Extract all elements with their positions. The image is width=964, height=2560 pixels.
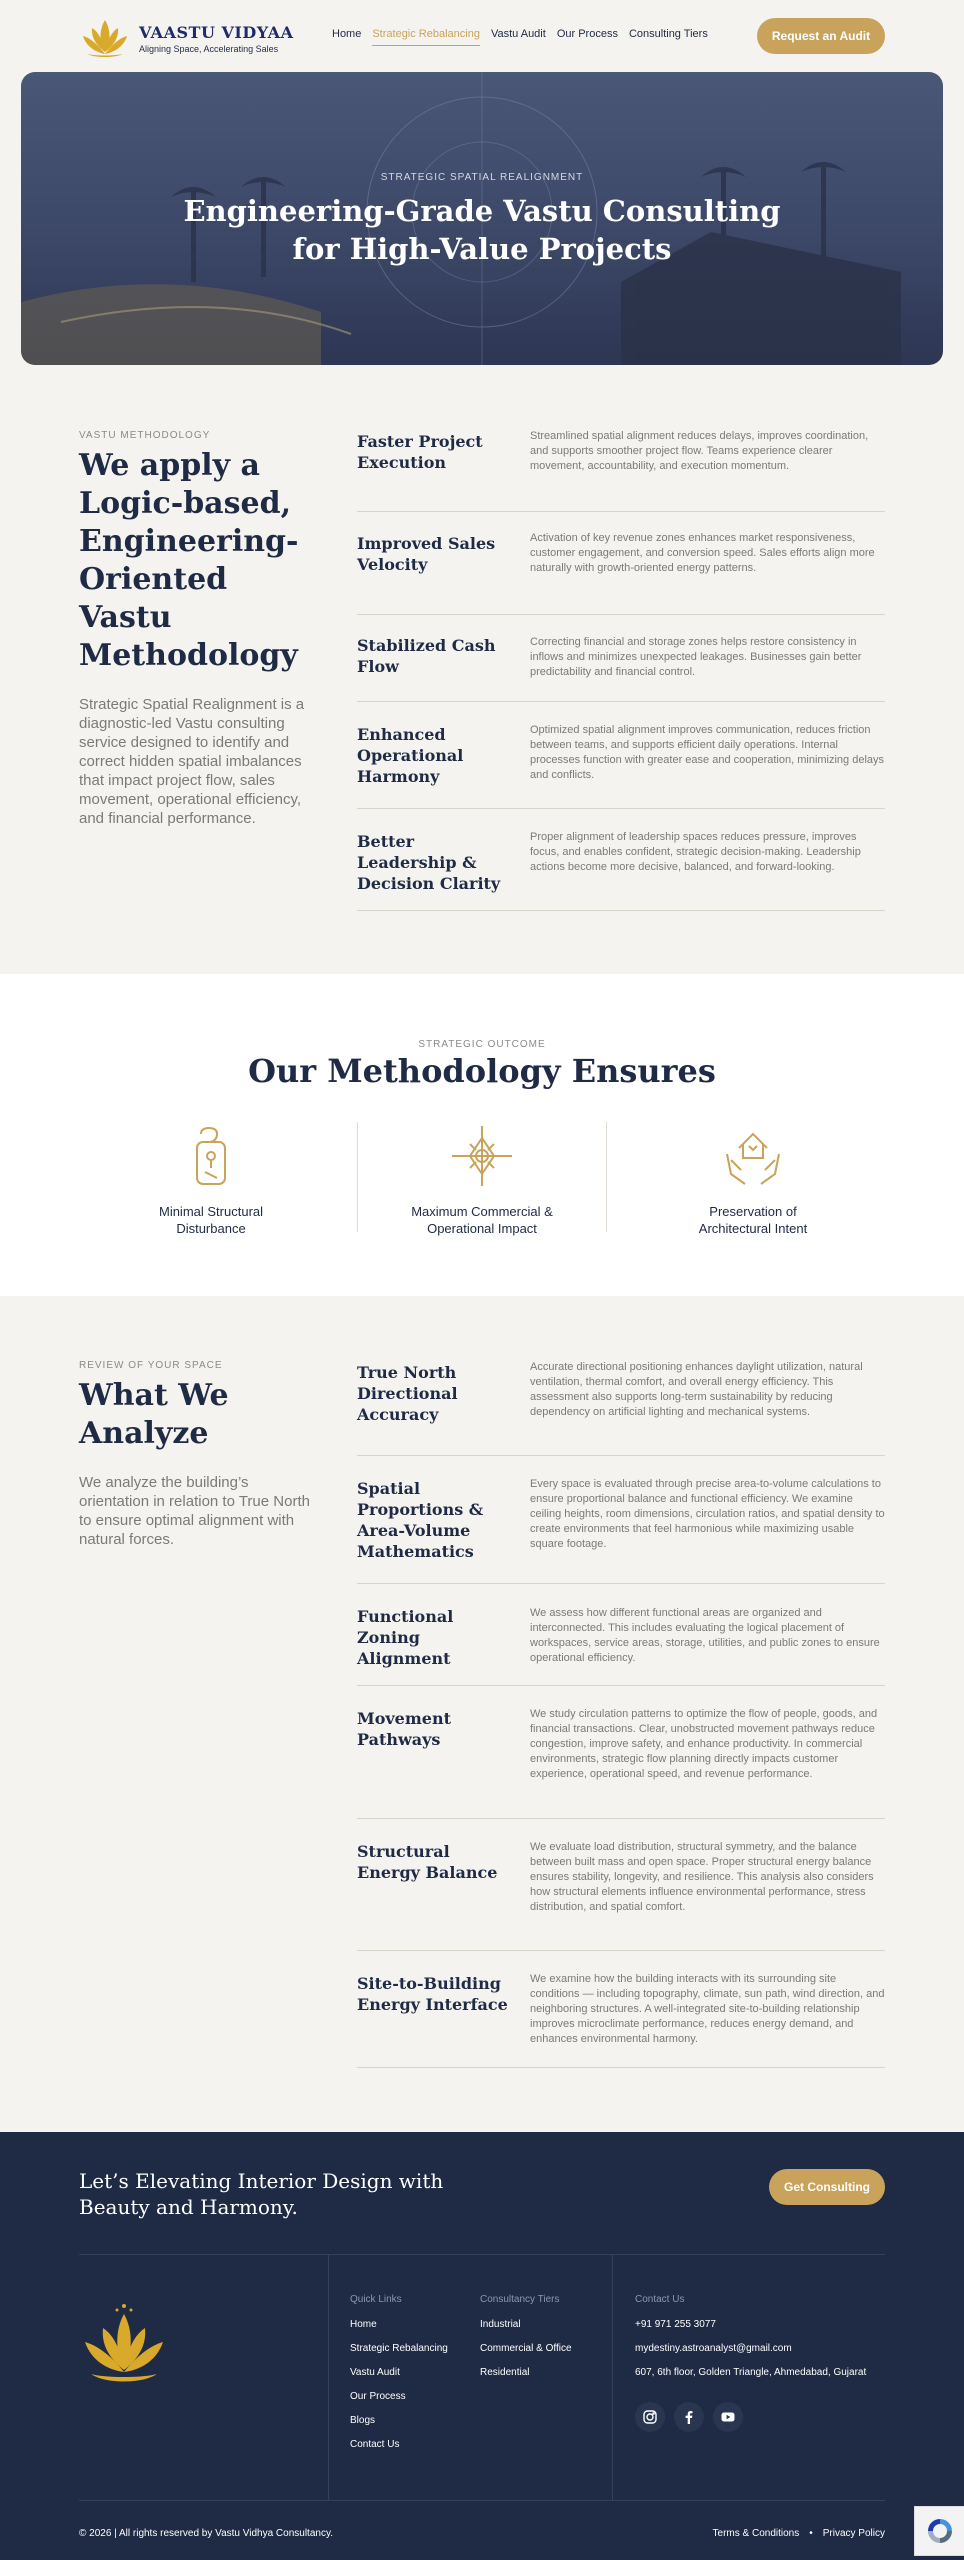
footer-lotus-logo-icon [79, 2300, 169, 2390]
analyze-description: Every space is evaluated through precise area-to-volume calculations to ensure proportional balance and functional efficiency. We examine ceiling heights, room dimensions, circulation ratios, and spatial density to create environments that feel harmonious while maximizing usable square footage. [530, 1478, 885, 1550]
terms-link[interactable]: Terms & Conditions [712, 2528, 800, 2539]
footer-headline-line2: Beauty and Harmony. [79, 2195, 298, 2219]
nav-vastu-audit[interactable]: Vastu Audit [490, 28, 546, 40]
list-item [357, 1819, 885, 1951]
nav-consulting-tiers[interactable]: Consulting Tiers [628, 28, 708, 40]
analyze-intro [79, 1360, 319, 1549]
divider [79, 2254, 885, 2255]
outcome-card [362, 1124, 602, 1237]
analyze-heading: What We Analyze [79, 1378, 229, 1451]
compass-icon [450, 1124, 514, 1188]
analyze-description: Accurate directional positioning enhances daylight utilization, natural ventilation, thermal comfort, and overall energy efficiency. This assessment also supports long-term sustainability by reducing dependency on artificial lighting and mechanical systems. [530, 1361, 863, 1418]
outcome-label-line1: Minimal Structural [158, 1204, 264, 1219]
instagram-icon[interactable] [635, 2402, 665, 2432]
brand-tagline: Aligning Space, Accelerating Sales [139, 43, 279, 54]
contact-phone[interactable]: +91 971 255 3077 [635, 2319, 716, 2330]
lotus-logo-icon [79, 16, 131, 60]
footer-link-industrial[interactable]: Industrial [480, 2319, 521, 2330]
list-item [357, 702, 885, 809]
outcome-label-line1: Preservation of [709, 1204, 797, 1219]
hero-title-line2: for High-Value Projects [292, 232, 672, 266]
benefit-description: Correcting financial and storage zones helps restore consistency in inflows and minimizes unexpected leakages. Businesses gain better predictability and financial control. [530, 636, 862, 678]
outcome-card [633, 1124, 873, 1237]
list-item [357, 1350, 885, 1456]
footer-link-vastu-audit[interactable]: Vastu Audit [350, 2367, 400, 2378]
social-links [635, 2402, 743, 2432]
methodology-heading: We apply a Logic-based, Engineering-Oriented Vastu Methodology [79, 448, 299, 673]
quick-links-column [350, 2294, 448, 2463]
analyze-title: Structural Energy Balance [357, 1842, 498, 1882]
list-item [357, 1456, 885, 1584]
outcome-card [91, 1124, 331, 1237]
analyze-title: Site-to-Building Energy Interface [357, 1974, 508, 2014]
list-item [357, 512, 885, 615]
analyze-title: Movement Pathways [357, 1709, 451, 1749]
contact-address: 607, 6th floor, Golden Triangle, Ahmedabad, Gujarat [635, 2367, 867, 2378]
methodology-benefits-list [357, 420, 885, 911]
analyze-description: We evaluate load distribution, structural symmetry, and the balance between built mass and open space. Proper structural energy balance ensures stability, longevity, and resilience. This analysis also considers how structural elements influence environmental performance, stress distribution, and spatial comfort. [530, 1841, 874, 1913]
benefit-title: Enhanced Operational Harmony [357, 725, 464, 786]
list-item [357, 809, 885, 911]
request-audit-button[interactable]: Request an Audit [757, 18, 885, 54]
footer-headline-line1: Let’s Elevating Interior Design with [79, 2169, 444, 2193]
nav-our-process[interactable]: Our Process [556, 28, 618, 40]
methodology-eyebrow: VASTU METHODOLOGY [79, 430, 211, 441]
nav-home[interactable]: Home [332, 28, 362, 40]
divider [606, 1122, 607, 1232]
contact-column [635, 2294, 866, 2391]
tiers-heading: Consultancy Tiers [480, 2294, 560, 2305]
benefit-title: Better Leadership & Decision Clarity [357, 832, 501, 893]
copyright: © 2026 | All rights reserved by Vastu Vidhya Consultancy. [79, 2528, 333, 2539]
benefit-description: Optimized spatial alignment improves communication, reduces friction between teams, and supports efficient daily operations. Internal processes function with greater ease and cooperation, minimizing delays and conflicts. [530, 724, 885, 781]
hero-eyebrow: STRATEGIC SPATIAL REALIGNMENT [380, 172, 584, 183]
legal-links [713, 2528, 885, 2539]
divider [612, 2255, 613, 2501]
analyze-title: True North Directional Accuracy [357, 1363, 458, 1424]
recaptcha-icon [925, 2516, 955, 2546]
youtube-icon[interactable] [713, 2402, 743, 2432]
get-consulting-button[interactable]: Get Consulting [769, 2169, 885, 2205]
benefit-description: Streamlined spatial alignment reduces delays, improves coordination, and supports smoother project flow. Teams experience clearer movement, accountability, and execution momentum. [530, 430, 869, 472]
list-item [357, 1584, 885, 1686]
legal-separator-dot: • [809, 2528, 813, 2539]
outcome-section [0, 974, 964, 1296]
analyze-body: We analyze the building’s orientation in relation to True North to ensure optimal alignment with natural forces. [79, 1474, 310, 1548]
outcome-eyebrow: STRATEGIC OUTCOME [418, 1039, 546, 1050]
contact-email[interactable]: mydestiny.astroanalyst@gmail.com [635, 2343, 792, 2354]
site-footer [0, 2132, 964, 2560]
list-item [357, 1686, 885, 1819]
quick-links-heading: Quick Links [350, 2294, 402, 2305]
list-item [357, 615, 885, 702]
divider [79, 2500, 885, 2501]
benefit-description: Proper alignment of leadership spaces reduces pressure, improves focus, and enables confident, strategic decision-making. Leadership actions become more decisive, balanced, and forward-looking. [530, 831, 861, 873]
brand-logo[interactable] [79, 16, 293, 60]
outcome-label-line1: Maximum Commercial & [411, 1204, 553, 1219]
analyze-title: Functional Zoning Alignment [357, 1607, 454, 1668]
footer-link-contact-us[interactable]: Contact Us [350, 2439, 400, 2450]
analyze-description: We assess how different functional areas are organized and interconnected. This includes evaluating the logical placement of workspaces, service areas, storage, utilities, and public zones to ensure operational efficiency. [530, 1607, 880, 1664]
footer-link-strategic-rebalancing[interactable]: Strategic Rebalancing [350, 2343, 448, 2354]
analyze-eyebrow: REVIEW OF YOUR SPACE [79, 1360, 223, 1371]
footer-headline [79, 2168, 443, 2220]
tiers-column [480, 2294, 572, 2391]
footer-link-blogs[interactable]: Blogs [350, 2415, 376, 2426]
main-menu [332, 28, 708, 46]
methodology-body: Strategic Spatial Realignment is a diagnostic-led Vastu consulting service designed to identify and correct hidden spatial imbalances that impact project flow, sales movement, operational efficiency, and financial performance. [79, 696, 305, 827]
benefit-title: Stabilized Cash Flow [357, 636, 496, 676]
benefit-title: Improved Sales Velocity [357, 534, 496, 574]
facebook-icon[interactable] [674, 2402, 704, 2432]
outcome-label-line2: Architectural Intent [698, 1221, 808, 1236]
list-item [357, 1951, 885, 2068]
footer-link-our-process[interactable]: Our Process [350, 2391, 406, 2402]
benefit-title: Faster Project Execution [357, 432, 483, 472]
divider [328, 2255, 329, 2501]
analyze-list [357, 1350, 885, 2068]
footer-link-home[interactable]: Home [350, 2319, 377, 2330]
hands-house-icon [721, 1124, 785, 1188]
outcome-label-line2: Operational Impact [427, 1221, 537, 1236]
divider [357, 1122, 358, 1232]
methodology-intro [79, 430, 319, 828]
hero-title [21, 192, 943, 268]
outcome-heading: Our Methodology Ensures [248, 1052, 716, 1090]
door-hanger-icon [179, 1124, 243, 1188]
privacy-link[interactable]: Privacy Policy [822, 2528, 885, 2539]
recaptcha-badge[interactable] [914, 2506, 964, 2556]
contact-heading: Contact Us [635, 2294, 685, 2305]
analyze-description: We study circulation patterns to optimize the flow of people, goods, and financial transactions. Clear, unobstructed movement pathways reduce congestion, improve safety, and enhance productivity. In commercial environments, strategic flow planning directly impacts customer experience, operational speed, and revenue performance. [530, 1708, 878, 1780]
top-navbar [0, 0, 964, 72]
benefit-description: Activation of key revenue zones enhances market responsiveness, customer engagement, and conversion speed. Sales efforts align more naturally with growth-oriented energy patterns. [530, 532, 875, 574]
analyze-title: Spatial Proportions & Area-Volume Mathematics [357, 1479, 484, 1561]
nav-strategic-rebalancing[interactable]: Strategic Rebalancing [372, 28, 480, 46]
list-item [357, 420, 885, 512]
outcome-label-line2: Disturbance [176, 1221, 246, 1236]
hero-title-line1: Engineering-Grade Vastu Consulting [183, 194, 781, 228]
brand-name: VAASTU VIDYAA [139, 22, 294, 42]
footer-link-commercial-office[interactable]: Commercial & Office [480, 2343, 572, 2354]
analyze-description: We examine how the building interacts with its surrounding site conditions — including topography, climate, sun path, wind direction, and neighboring structures. A well-integrated site-to-building relationship improves microclimate performance, reduces energy demand, and enhances environmental harmony. [530, 1973, 885, 2045]
footer-link-residential[interactable]: Residential [480, 2367, 530, 2378]
hero-banner [21, 72, 943, 365]
